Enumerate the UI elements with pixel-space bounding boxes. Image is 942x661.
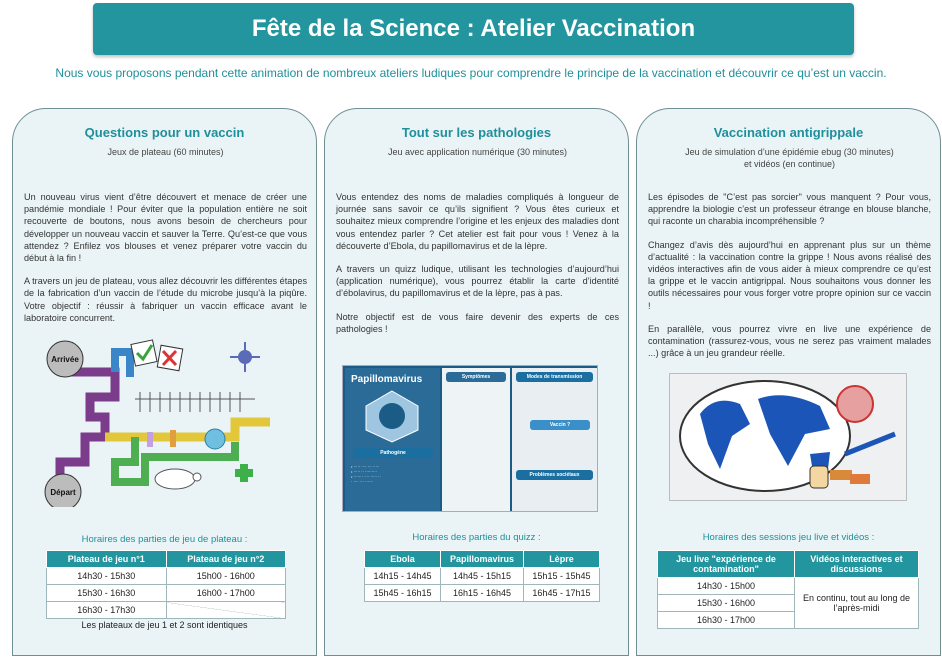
column-header: Vidéos interactives et discussions — [794, 551, 918, 578]
pathogene-label: Pathogène — [353, 448, 433, 458]
card-questions-vaccin — [12, 108, 317, 656]
column-header: Plateau de jeu n°1 — [47, 551, 167, 568]
modes-label: Modes de transmission — [516, 372, 593, 382]
card-vaccination-antigrippale — [636, 108, 941, 656]
page-title: Fête de la Science : Atelier Vaccination — [251, 15, 696, 42]
table-row — [47, 602, 286, 619]
card-title: Questions pour un vaccin — [84, 125, 245, 140]
card-title: Tout sur les pathologies — [401, 125, 552, 140]
table-cell: 14h15 - 14h45 — [365, 568, 441, 585]
problemes-label: Problèmes sociétaux — [516, 470, 593, 480]
card-title: Vaccination antigrippale — [713, 125, 864, 140]
table-cell: 14h45 - 15h15 — [441, 568, 524, 585]
intro-text: Nous vous proposons pendant cette animation de nombreux ateliers ludiques pour comprendre le principe de la vaccination et découvrir ce qu’est un vaccin. — [55, 66, 887, 80]
vaccin-label: Vaccin ? — [530, 420, 590, 430]
schedule-title: Horaires des sessions jeu live et vidéos : — [702, 532, 875, 543]
board-label-arrivee: Arrivée — [51, 355, 79, 364]
card-subtitle: Jeu de simulation d’une épidémie ebug (30 minutes) et vidéos (en continue) — [685, 147, 894, 169]
column-header: Ebola — [365, 551, 441, 568]
paragraph: A travers un jeu de plateau, vous allez découvrir les différentes étapes de la fabrication d’un vaccin de l’étude du microbe jusqu’à la piqûre. Votre objectif : réussir à fabriquer un vaccin efficace avant le laboratoire concurrent. — [24, 276, 307, 323]
schedule-table — [364, 550, 600, 602]
paragraph: En parallèle, vous pourrez vivre en live une expérience de contamination (rassurez-vous, vous ne serez pas vraiment malades ...) grâce à un jeu grandeur réelle. — [648, 323, 931, 359]
table-row — [658, 578, 919, 595]
table-cell: 16h45 - 17h15 — [523, 585, 599, 602]
table-cell: 16h30 - 17h00 — [658, 612, 795, 629]
table-row — [47, 585, 286, 602]
papillomavirus-infographic: Papillomavirus Pathogène • ····· ···· ··· ····· • ····· ·· ········· • ······· ···· ····· ·· · ···· ··· ······ Symptômes Modes de transmission Vaccin ? Problèmes sociétaux — [342, 365, 598, 512]
paragraph: A travers un quizz ludique, utilisant les technologies d’aujourd’hui (application numérique), vous pourrez établir la carte d’identité d’ébolavirus, du papillomavirus et de la lèpre, pas à pas. — [336, 264, 619, 299]
column-header: Plateau de jeu n°2 — [166, 551, 286, 568]
table-cell: 15h45 - 16h15 — [365, 585, 441, 602]
table-cell: 14h30 - 15h00 — [658, 578, 795, 595]
table-row — [365, 585, 600, 602]
paragraph: Notre objectif est de vous faire devenir des experts de ces pathologies ! — [336, 311, 619, 334]
table-cell-merged: En continu, tout au long de l’après-midi — [794, 578, 918, 629]
table-cell: 14h30 - 15h30 — [47, 568, 167, 585]
schedule-title: Horaires des parties de jeu de plateau : — [81, 534, 248, 545]
table-row — [365, 568, 600, 585]
column-header: Lèpre — [523, 551, 599, 568]
table-cell: 15h00 - 16h00 — [166, 568, 286, 585]
board-label-depart: Départ — [50, 488, 76, 497]
card-subtitle: Jeu avec application numérique (30 minutes) — [387, 147, 568, 157]
schedule-title: Horaires des parties du quizz : — [412, 532, 541, 543]
column-header: Papillomavirus — [441, 551, 524, 568]
symptomes-label: Symptômes — [446, 372, 506, 382]
table-row — [47, 568, 286, 585]
table-cell: 16h00 - 17h00 — [166, 585, 286, 602]
paragraph: Changez d’avis dès aujourd’hui en apprenant plus sur un thème d’actualité : la vaccination contre la grippe ! Nous avons réalisé des vidéos interactives afin de vous aider à mieux comprendre ce qu’est la grippe et le vaccin antigrippal. Nous souhaitons vous donner les outils nécessaires pour vous forger votre propre opinion sur ce vaccin ! — [648, 239, 931, 311]
world-map-photo — [669, 373, 907, 501]
board-game-illustration — [35, 337, 285, 507]
schedule-table — [46, 550, 286, 619]
schedule-table — [657, 550, 919, 629]
infographic-title: Papillomavirus — [351, 374, 423, 385]
paragraph: Vous entendez des noms de maladies compliqués à longueur de journée sans savoir ce qu’ils signifient ? Vous êtes curieux et souhaitez mieux comprendre l’origine et les enjeux des maladies dont vous entendez parler ? Cet atelier est fait pour vous ! Venez à la découverte d’Ebola, du papillomavirus et de la lèpre. — [336, 192, 619, 251]
card-body — [336, 191, 619, 346]
paragraph: Un nouveau virus vient d’être découvert et menace de créer une pandémie mondiale ! Pour éviter que la population entière ne soit recouverte de boutons, nous avons besoin de chercheurs pour développer un nouveau vaccin et sauver la Terre. Qu’est-ce que vous attendez ? Enfilez vos blouses et venez préparer votre vaccin du début à la fin ! — [24, 192, 307, 264]
table-cell: 15h30 - 16h00 — [658, 595, 795, 612]
table-cell-empty — [166, 602, 286, 619]
virus-icon — [360, 388, 425, 443]
card-subtitle: Jeux de plateau (60 minutes) — [107, 147, 224, 157]
table-cell: 15h15 - 15h45 — [523, 568, 599, 585]
column-header: Jeu live "expérience de contamination" — [658, 551, 795, 578]
card-pathologies — [324, 108, 629, 656]
paragraph: Les épisodes de "C’est pas sorcier" vous manquent ? Pour vous, apprendre la biologie c’est un professeur étrange en blouse blanche, qui raconte un charabia incompréhensible ? — [648, 192, 931, 227]
title-banner — [93, 3, 854, 55]
table-cell: 16h15 - 16h45 — [441, 585, 524, 602]
card-body — [24, 191, 307, 335]
table-cell: 16h30 - 17h30 — [47, 602, 167, 619]
table-cell: 15h30 - 16h30 — [47, 585, 167, 602]
schedule-note: Les plateaux de jeu 1 et 2 sont identiques — [81, 620, 248, 630]
card-body — [648, 191, 931, 370]
